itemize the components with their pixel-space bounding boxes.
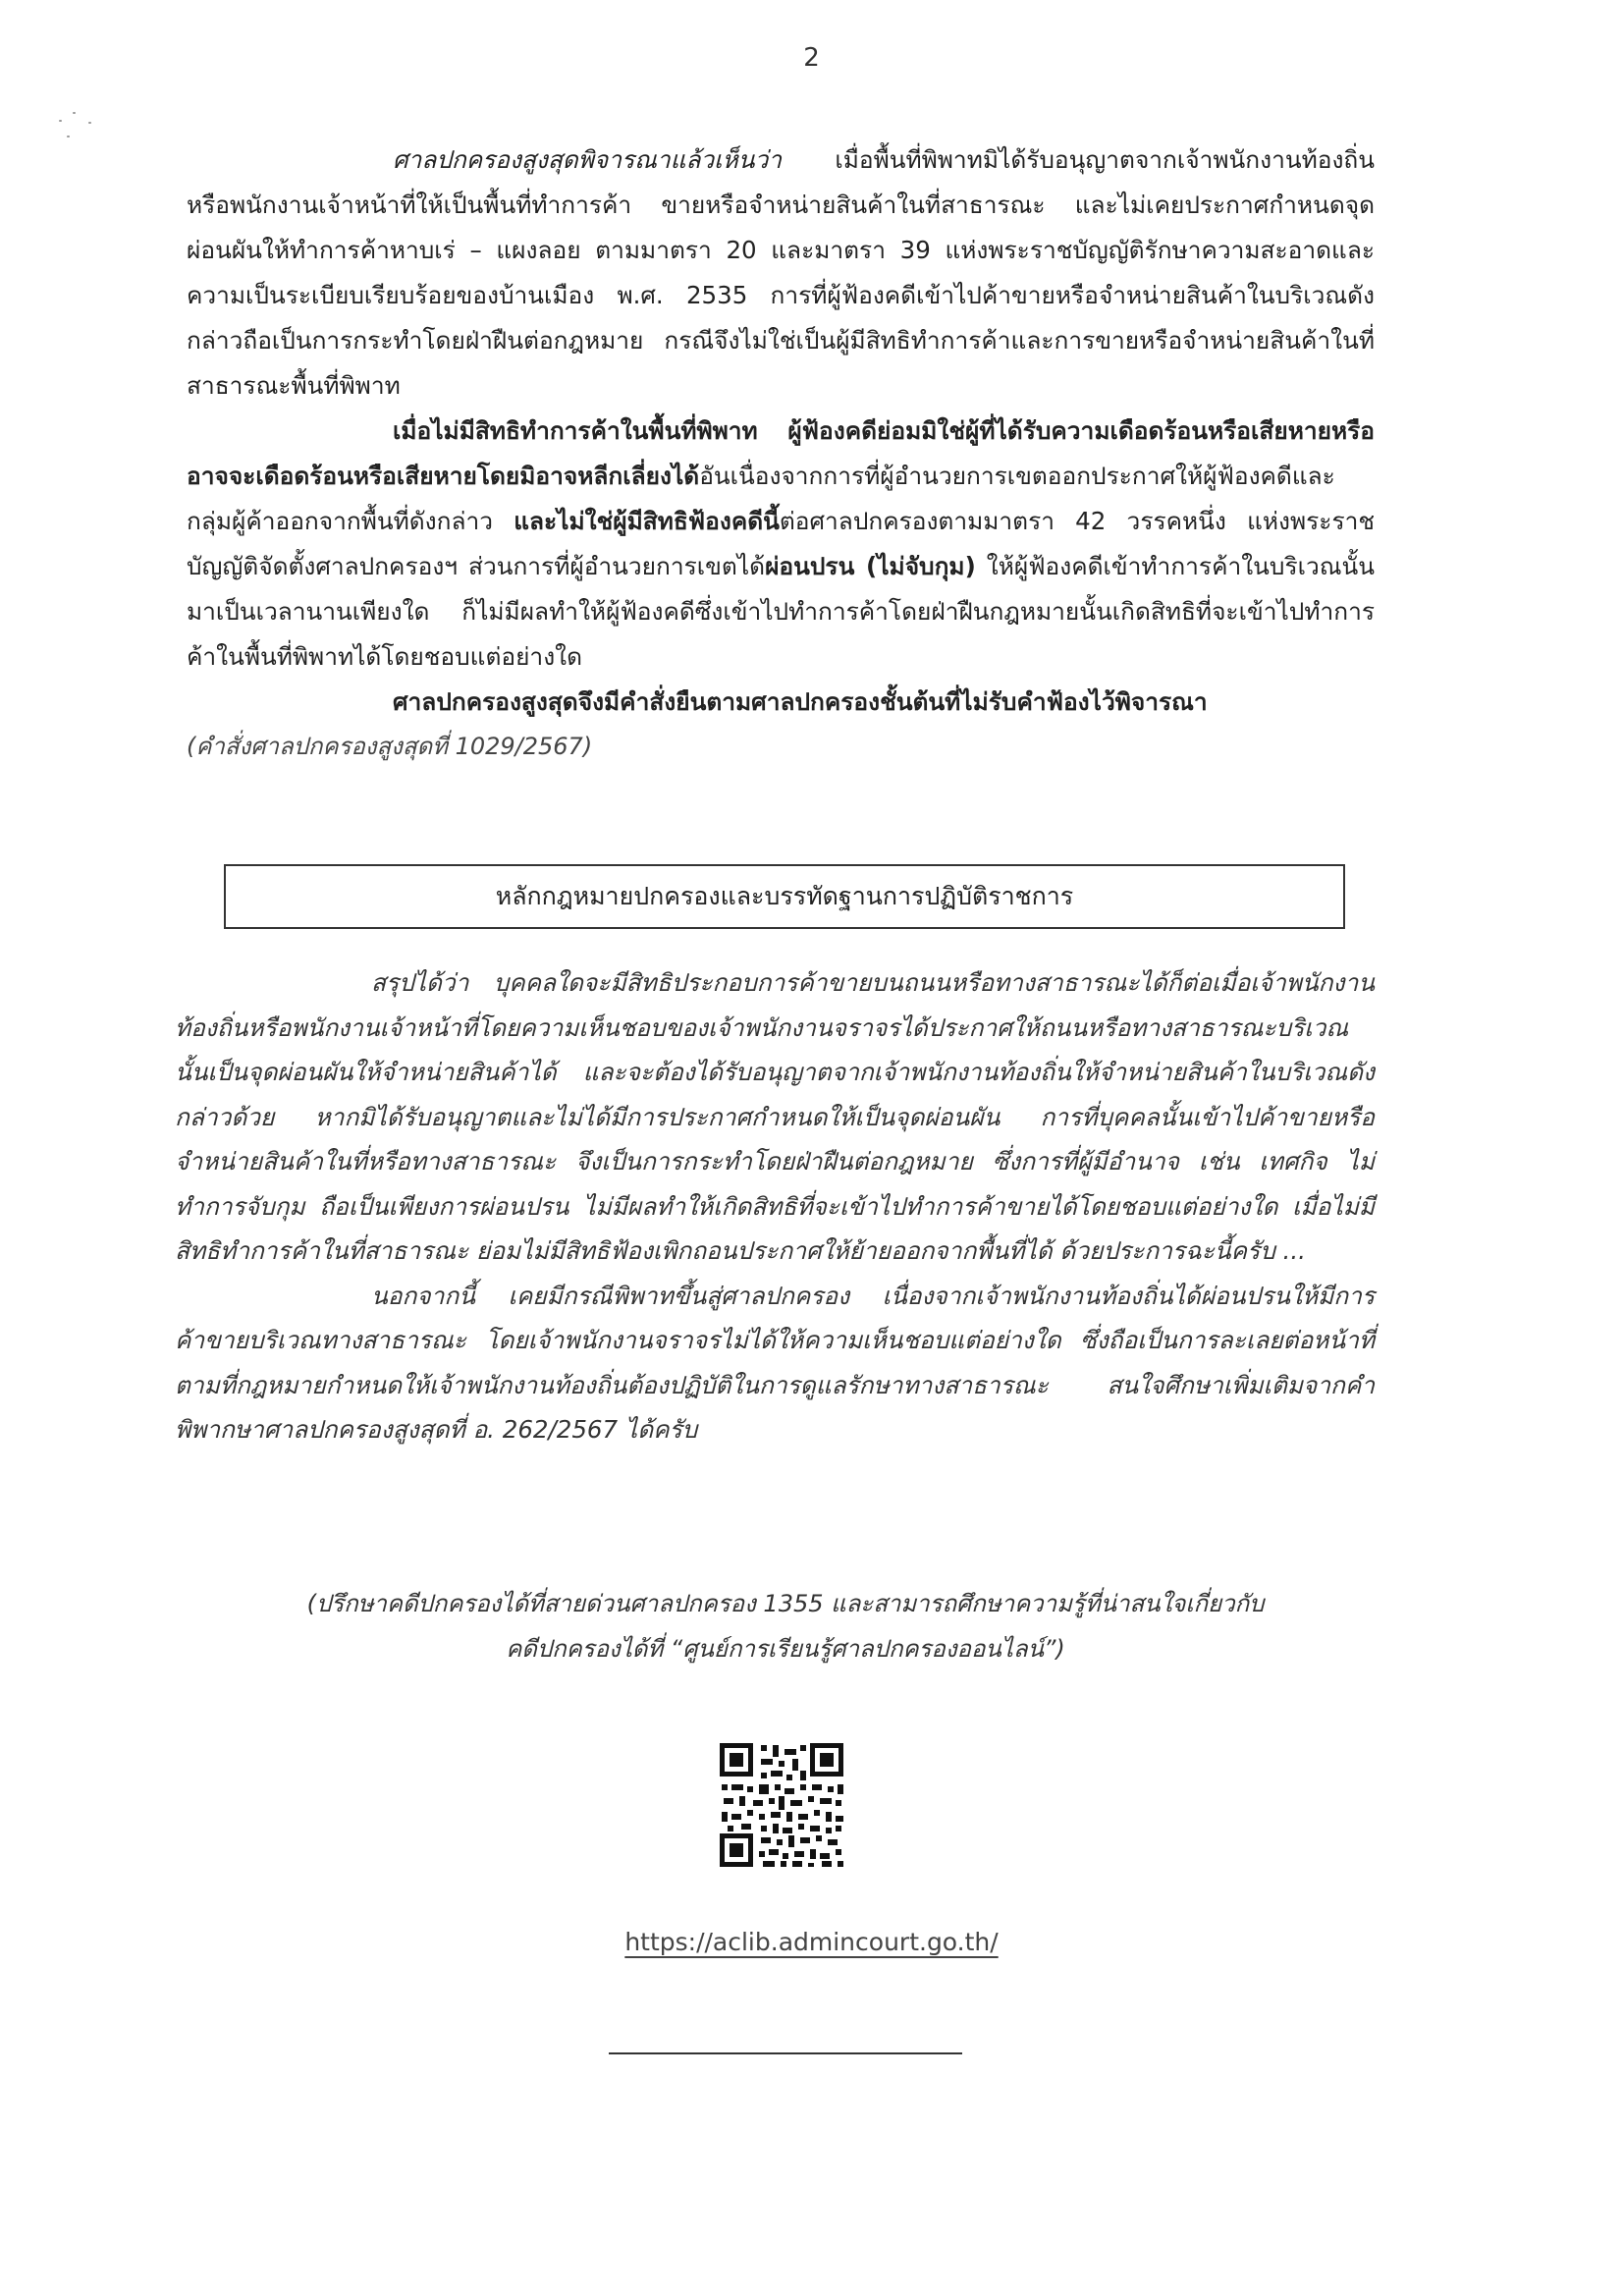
ruling-body-e: ให้ผู้ฟ้องคดีเข้าทำการค้าในบริเวณนั้นมาเป็นเวลานานเพียงใด ก็ไม่มีผลทำให้ผู้ฟ้องคดีซึ่งเข้าไปทำการค้าโดยฝ่าฝืนกฎหมายนั้นเกิดสิทธิที่จะเข้าไปทำการค้าในพื้นที่พิพาทได้โดยชอบแต่อย่างใด (187, 552, 1375, 671)
contact-line-2: คดีปกครองได้ที่ “ศูนย์การเรียนรู้ศาลปกครองออนไลน์”) (506, 1635, 1065, 1663)
summary-paragraph-1 (175, 960, 1375, 1274)
ruling-body-a: อันเนื่องจากการที่ผู้อำนวยการเขตออกประกาศให้ผู้ฟ้องคดีและกลุ่มผู้ค้าออกจากพื้นที่ดังกล่าว (187, 462, 1335, 535)
ruling-citation: (คำสั่งศาลปกครองสูงสุดที่ 1029/2567) (187, 733, 593, 760)
ruling-paragraph-3: ศาลปกครองสูงสุดจึงมีคำสั่งยืนตามศาลปกครองชั้นต้นที่ไม่รับคำฟ้องไว้พิจารณา (393, 687, 1208, 716)
ruling-body: เมื่อพื้นที่พิพาทมิได้รับอนุญาตจากเจ้าพนักงานท้องถิ่น หรือพนักงานเจ้าหน้าที่ให้เป็นพื้นที่ทำการค้า ขายหรือจำหน่ายสินค้าในที่สาธารณะ และไม่เคยประกาศกำหนดจุดผ่อนผันให้ทำการค้าหาบเร่ – แผงลอย ตามมาตรา 20 และมาตรา 39 แห่งพระราชบัญญัติรักษาความสะอาดและความเป็นระเบียบเรียบร้อยของบ้านเมือง พ.ศ. 2535 การที่ผู้ฟ้องคดีเข้าไปค้าขายหรือจำหน่ายสินค้าในบริเวณดังกล่าวถือเป็นการกระทำโดยฝ่าฝืนต่อกฎหมาย กรณีจึงไม่ใช่เป็นผู้มีสิทธิทำการค้าและการขายหรือจำหน่ายสินค้าในที่สาธารณะพื้นที่พิพาท (187, 145, 1375, 400)
ruling-body-c: ต่อศาลปกครองตามมาตรา 42 วรรคหนึ่ง แห่งพระราชบัญญัติจัดตั้งศาลปกครองฯ ส่วนการที่ผู้อำนวยการเขตได้ (187, 507, 1375, 580)
ruling-lead: ศาลปกครองสูงสุดพิจารณาแล้วเห็นว่า (393, 145, 782, 174)
page-number: 2 (803, 43, 820, 73)
summary-body: บุคคลใดจะมีสิทธิประกอบการค้าขายบนถนนหรือทางสาธารณะได้ก็ต่อเมื่อเจ้าพนักงานท้องถิ่นหรือพนักงานเจ้าหน้าที่โดยความเห็นชอบของเจ้าพนักงานจราจรได้ประกาศให้ถนนหรือทางสาธารณะบริเวณนั้นเป็นจุดผ่อนผันให้จำหน่ายสินค้าได้ และจะต้องได้รับอนุญาตจากเจ้าพนักงานท้องถิ่นให้จำหน่ายสินค้าในบริเวณดังกล่าวด้วย หากมิได้รับอนุญาตและไม่ได้มีการประกาศกำหนดให้เป็นจุดผ่อนผัน การที่บุคคลนั้นเข้าไปค้าขายหรือจำหน่ายสินค้าในที่หรือทางสาธารณะ จึงเป็นการกระทำโดยฝ่าฝืนต่อกฎหมาย ซึ่งการที่ผู้มีอำนาจ เช่น เทศกิจ ไม่ทำการจับกุม ถือเป็นเพียงการผ่อนปรน ไม่มีผลทำให้เกิดสิทธิที่จะเข้าไปทำการค้าขายได้โดยชอบแต่อย่างใด เมื่อไม่มีสิทธิทำการค้าในที่สาธารณะ ย่อมไม่มีสิทธิฟ้องเพิกถอนประกาศให้ย้ายออกจากพื้นที่ได้ ด้วยประการฉะนี้ครับ ... (175, 968, 1375, 1265)
summary-section (175, 960, 1375, 1452)
contact-note (196, 1581, 1375, 1671)
ruling-section (187, 137, 1375, 768)
qr-code-icon (718, 1741, 845, 1869)
summary-paragraph-2: นอกจากนี้ เคยมีกรณีพิพาทขึ้นสู่ศาลปกครอง เนื่องจากเจ้าพนักงานท้องถิ่นได้ผ่อนปรนให้มีการค้าขายบริเวณทางสาธารณะ โดยเจ้าพนักงานจราจรไม่ได้ให้ความเห็นชอบแต่อย่างใด ซึ่งถือเป็นการละเลยต่อหน้าที่ตามที่กฎหมายกำหนดให้เจ้าพนักงานท้องถิ่นต้องปฏิบัติในการดูแลรักษาทางสาธารณะ สนใจศึกษาเพิ่มเติมจากคำพิพากษาศาลปกครองสูงสุดที่ อ. 262/2567 ได้ครับ (175, 1281, 1375, 1444)
ruling-bold-a: เมื่อไม่มีสิทธิทำการค้าในพื้นที่พิพาท ผู้ฟ้องคดีย่อมมิใช่ผู้ที่ได้รับความเดือดร้อนหรือเสียหายหรืออาจจะเดือดร้อนหรือเสียหายโดยมิอาจหลีกเลี่ยงได้ (187, 416, 1375, 490)
qr-code-graphic (718, 1741, 845, 1869)
summary-lead: สรุปได้ว่า (371, 968, 469, 997)
principles-heading-box (224, 864, 1345, 929)
ruling-paragraph-1 (187, 137, 1375, 409)
closing-rule (609, 2052, 962, 2054)
scan-specks (59, 108, 118, 147)
ruling-bold-b: และไม่ใช่ผู้มีสิทธิฟ้องคดีนี้ (514, 507, 780, 535)
ruling-paragraph-2 (187, 409, 1375, 680)
principles-heading: หลักกฎหมายปกครองและบรรทัดฐานการปฏิบัติราชการ (495, 882, 1074, 910)
ruling-bold-d: ผ่อนปรน (ไม่จับกุม) (765, 552, 976, 580)
contact-line-1: (ปรึกษาคดีปกครองได้ที่สายด่วนศาลปกครอง 1355 และสามารถศึกษาความรู้ที่น่าสนใจเกี่ยวกับ (306, 1590, 1265, 1617)
library-url-link[interactable]: https://aclib.admincourt.go.th/ (624, 1928, 999, 1956)
